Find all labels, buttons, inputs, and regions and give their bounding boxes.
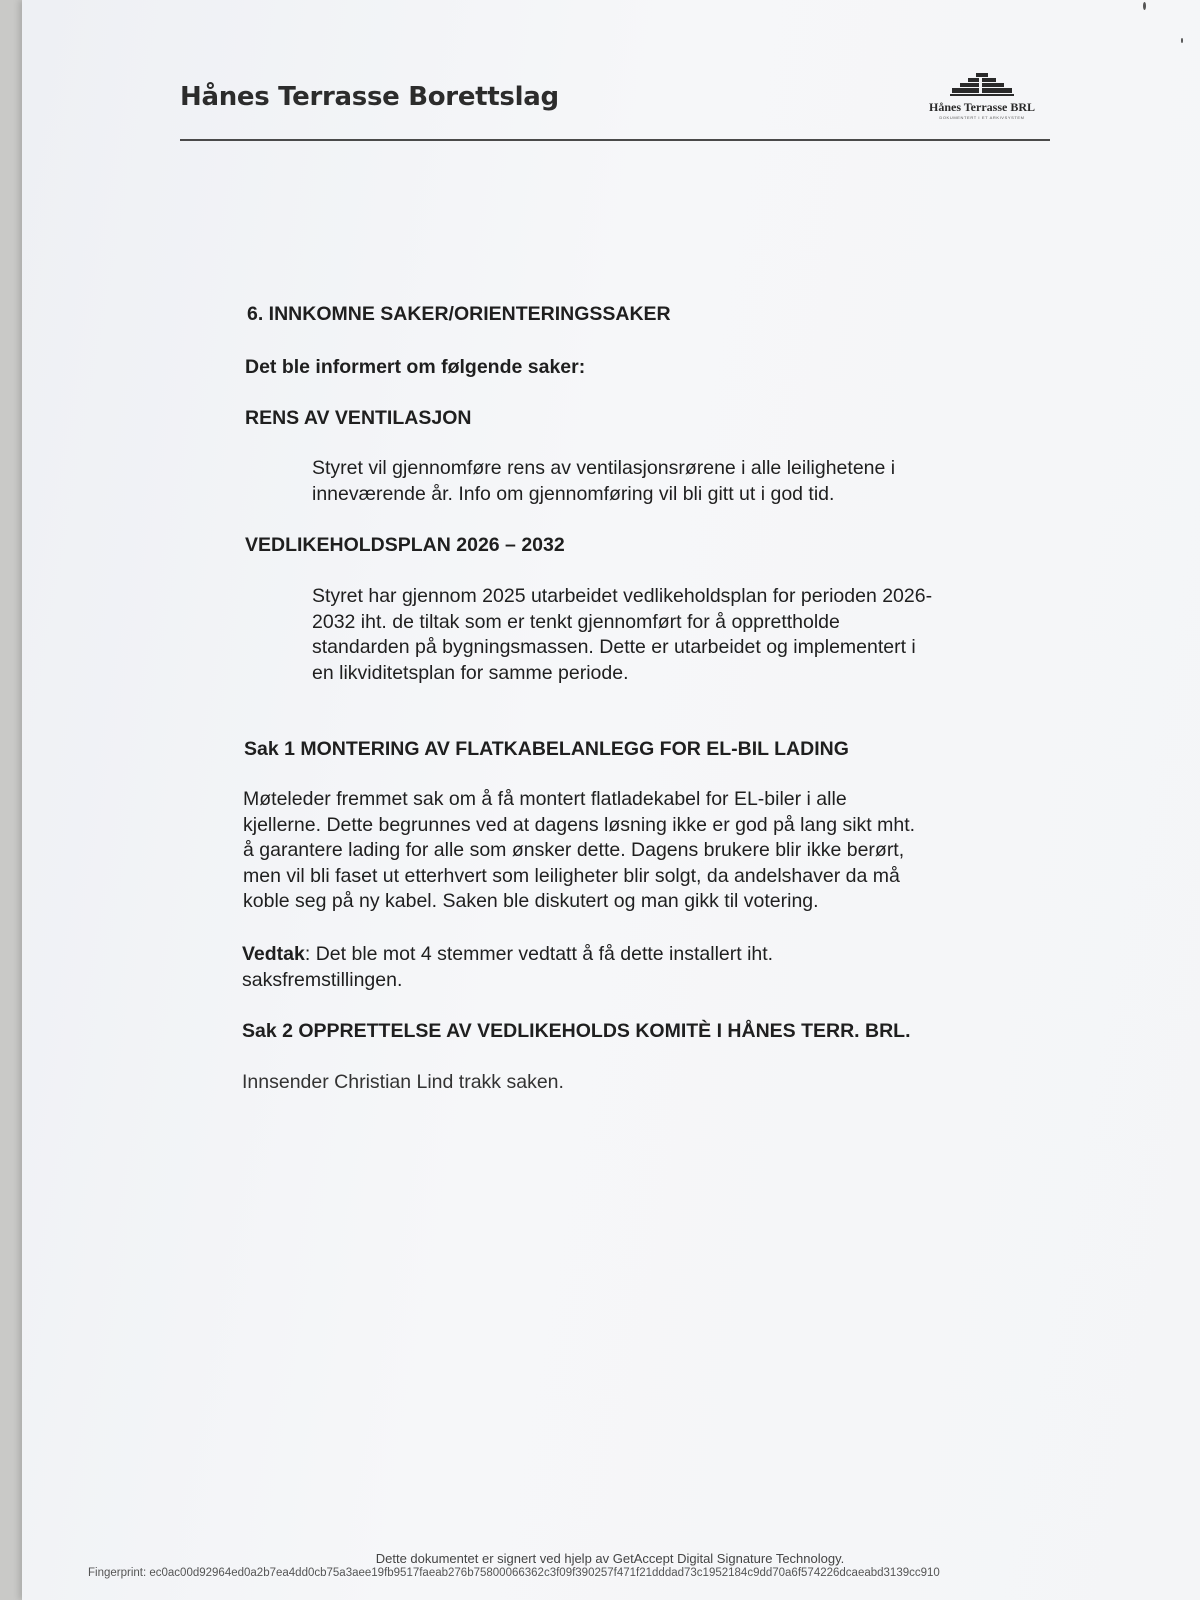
- decision-label: Vedtak: [242, 943, 305, 965]
- section-intro: Det ble informert om følgende saker:: [245, 356, 586, 378]
- logo-tagline: DOKUMENTERT I ET ARKIVSYSTEM: [939, 115, 1025, 120]
- building-logo-icon: [950, 72, 1014, 98]
- maintenance-plan-body: Styret har gjennom 2025 utarbeidet vedlikeholdsplan for perioden 2026- 2032 iht. de tiltak som er tenkt gjennomført for å opprettholde standarden på bygningsmassen. Dette er utarbeidet og implementert i en likviditetsplan for samme periode.: [312, 585, 933, 684]
- page-title: Hånes Terrasse Borettslag: [180, 82, 559, 112]
- paper-speck: [1143, 2, 1146, 10]
- sak1-body: Møteleder fremmet sak om å få montert flatladekabel for EL-biler i alle kjellerne. Dette begrunnes ved at dagens løsning ikke er god på lang sikt mht. å garantere lading for alle som ønsker dette. Dagens brukere blir ikke berørt, men vil bli faset ut etterhvert som leiligheter blir solgt, da andelshaver da må koble seg på ny kabel. Saken ble diskutert og man gikk til votering.: [243, 788, 916, 912]
- ventilation-body: Styret vil gjennomføre rens av ventilasjonsrørene i alle leilighetene i inneværende år. Info om gjennomføring vil bli gitt ut i god tid.: [312, 457, 896, 505]
- company-logo: [912, 72, 1052, 124]
- header-divider: [180, 139, 1050, 141]
- signature-fingerprint: Fingerprint: ec0ac00d92964ed0a2b7ea4dd0cb75a3aee19fb9517faeab276b75800066362c3f09f390257f471f21dddad73c1952184c9dd70a6f574226dcaeabd3139cc910: [88, 1567, 940, 1579]
- signature-note: Dette dokumentet er signert ved hjelp av GetAccept Digital Signature Technology.: [375, 1551, 845, 1566]
- sak2-heading: Sak 2 OPPRETTELSE AV VEDLIKEHOLDS KOMITÈ I HÅNES TERR. BRL.: [242, 1020, 911, 1042]
- section-heading: 6. INNKOMNE SAKER/ORIENTERINGSSAKER: [247, 303, 671, 325]
- maintenance-plan-heading: VEDLIKEHOLDSPLAN 2026 – 2032: [245, 534, 565, 556]
- paper-speck: [1181, 38, 1183, 43]
- sak2-body: Innsender Christian Lind trakk saken.: [242, 1071, 564, 1093]
- sak1-heading: Sak 1 MONTERING AV FLATKABELANLEGG FOR EL-BIL LADING: [244, 738, 849, 760]
- ventilation-heading: RENS AV VENTILASJON: [245, 407, 472, 429]
- logo-wordmark: Hånes Terrasse BRL: [928, 100, 1035, 114]
- sak1-decision: [242, 942, 773, 993]
- decision-text: : Det ble mot 4 stemmer vedtatt å få dette installert iht. saksfremstillingen.: [242, 943, 774, 991]
